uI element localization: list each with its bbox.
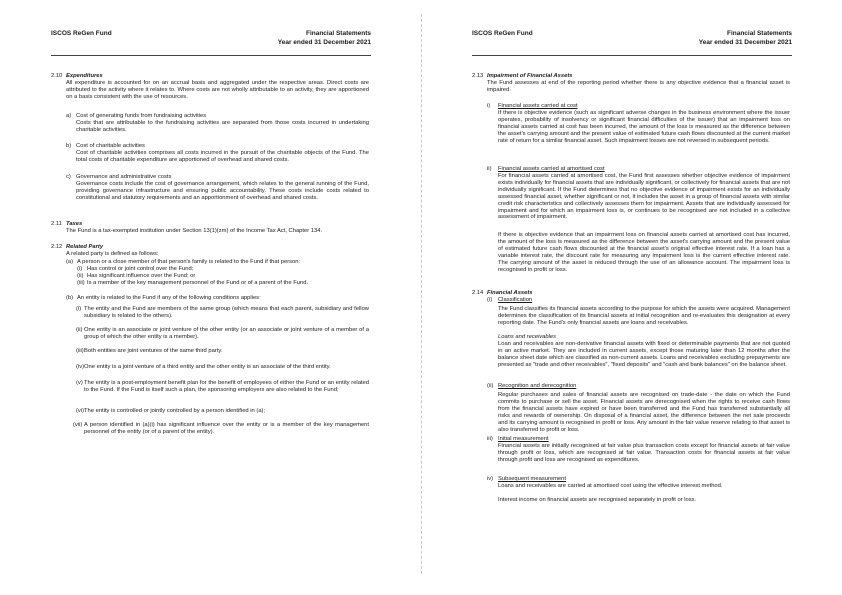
section-number: 2.12 (51, 244, 63, 250)
item-label: (i) (487, 297, 493, 303)
statement-header (221, 30, 371, 47)
paragraph: Regular purchases and sales of financial assets are recognised on trade-date - the date on which the Fund commits to purchase or sell the asset. Financial assets are derecognised when the rights to receive cash flows from the financial assets have expired or have been transferred and the Fund has transferred substantially all risks and rewards of ownership. On disposal of a financial asset, the difference between the net sale proceeds and its carrying amount is recognised in profit or loss. Any amount in the fair value reserve relating to that asset is also transferred to profit or loss. (498, 392, 790, 433)
section-number: 2.11 (51, 221, 62, 227)
paragraph: All expenditure is accounted for on an accrual basis and aggregated under the respective areas. Direct costs are attributed to the activity where it relates to. Where costs are not wholly attributable to an activity, they are apportioned on a basis consistent with the use of resources. (66, 80, 369, 100)
item-label: (ii) (77, 273, 84, 279)
list-item: A person identified in (a)(i) has significant influence over the entity or is a member of the key management personnel of the entity (or of a parent of the entity). (84, 422, 369, 435)
list-item: Has significant influence over the Fund; or (87, 273, 196, 279)
sub-heading: Loans and receivables (498, 334, 557, 340)
item-label: (v) (76, 380, 83, 386)
item-label: (iii) (76, 348, 84, 354)
item-label: iii) (487, 436, 493, 442)
paragraph: Financial assets are initially recognised at fair value plus transaction costs except for financial assets at fair value through profit or loss, which are recognised at fair value. Transaction costs for financial assets at fair value through profit and loss are recognised as expenditures. (498, 443, 790, 463)
item-label: (b) (66, 295, 74, 301)
item-label: (iii) (77, 280, 85, 286)
header-rule (51, 55, 371, 56)
list-item: Both entities are joint ventures of the same third party. (84, 348, 223, 354)
paragraph: If there is objective evidence that an impairment loss on financial assets carried at amortised cost has incurred, the amount of the loss is measured as the difference between the asset's carrying amount and the present value of estimated future cash flows discounted at the financial asset's original effective interest rate. If a loan has a variable interest rate, the discount rate for measuring any impairment loss is the current effective interest rate. The carrying amount of the asset is reduced through the use of an allowance account. The impairment loss is recognised in profit or loss. (498, 232, 790, 273)
header-rule (472, 55, 792, 56)
section-title: Expenditures (66, 73, 103, 79)
section-title: Taxes (66, 221, 83, 227)
paragraph: Governance costs include the cost of governance arrangement, which relates to the general running of the Fund, providing governance infrastructure and ensuring public accountability. These costs include costs related to constitutional and statutory requirements and an apportionment of overhead and shared costs. (76, 181, 369, 201)
section-title: Financial Assets (487, 290, 533, 296)
item-title: Governance and administrative costs (76, 174, 172, 180)
paragraph: Loans and receivables are carried at amortised cost using the effective interest method. (498, 483, 723, 489)
doc-title: Financial Statements (305, 30, 371, 37)
period: Year ended 31 December 2021 (277, 38, 371, 46)
item-label: c) (66, 174, 71, 180)
list-item: The entity is a post-employment benefit plan for the benefit of employees of either the Fund or an entity related to the Fund. If the Fund is itself such a plan, the sponsoring employers are also related to the Fund; (84, 380, 369, 393)
fund-name: ISCOS ReGen Fund (472, 30, 533, 37)
item-label: (a) (66, 259, 74, 265)
paragraph: The Fund classifies its financial assets according to the purpose for which the assets were acquired. Management determines the classification of its financial assets at initial recognition and re-evaluates this designation at every reporting date. The Fund's only financial assets are loans and receivables. (498, 306, 790, 326)
list-item: The entity is controlled or jointly controlled by a person identified in (a); (84, 408, 266, 414)
item-label: (i) (77, 266, 83, 272)
item-title: Cost of generating funds from fundraising activities (76, 113, 207, 119)
paragraph: The Fund is a tax-exempted institution under Section 13(1)(zm) of the Income Tax Act, Chapter 134. (66, 228, 323, 234)
paragraph: For financial assets carried at amortised cost, the Fund first assesses whether objective evidence of impairment exists individually for financial assets that are individually significant, or collectively for financial assets that are not individually significant. If the Fund determines that no objective evidence of impairment exists for an individually assessed financial asset, whether significant or not, it includes the asset in a group of financial assets with similar credit risk characteristics and collectively assesses them for impairment. Assets that are individually assessed for impairment and for which an impairment loss is, or continues to be recognised are not included in a collective assessment of impairment. (498, 173, 790, 221)
section-title: Impairment of Financial Assets (487, 73, 573, 79)
item-title: Financial assets carried at cost (498, 103, 578, 109)
item-label: (i) (76, 306, 82, 312)
statement-header (642, 30, 792, 47)
paragraph: The Fund assesses at end of the reporting period whether there is any objective evidence that a financial asset is impaired. (487, 80, 790, 93)
section-number: 2.14 (472, 290, 484, 296)
paragraph: Costs that are attributable to the fundraising activities are separated from those costs incurred in undertaking charitable activities. (76, 120, 369, 133)
item-title: Cost of charitable activities (76, 143, 145, 149)
list-item: Is a member of the key management personnel of the Fund or of a parent of the Fund. (87, 280, 309, 286)
list-item: The entity and the Fund are members of the same group (which means that each parent, subsidiary and fellow subsidiary is related to the others). (84, 306, 369, 319)
item-title: Initial measurement (498, 436, 549, 442)
period: Year ended 31 December 2021 (698, 38, 792, 46)
section-number: 2.10 (51, 73, 63, 79)
section-title: Related Party (66, 244, 104, 250)
list-item: Has control or joint control over the Fund; (87, 266, 194, 272)
item-label: (vi) (76, 408, 85, 414)
paragraph: A person or a close member of that person's family is related to the Fund if that person: (77, 259, 301, 265)
doc-title: Financial Statements (726, 30, 792, 37)
item-title: Subsequent measurement (498, 476, 566, 482)
section-number: 2.13 (472, 73, 484, 79)
item-title: Classification (498, 297, 533, 303)
item-title: Recognition and derecognition (498, 383, 577, 389)
item-label: b) (66, 143, 72, 149)
item-title: Financial assets carried at amortised cost (498, 166, 605, 172)
fund-name: ISCOS ReGen Fund (51, 30, 112, 37)
list-item: One entity is a joint venture of a third entity and the other entity is an associate of the third entity. (84, 364, 331, 370)
item-label: (iv) (76, 364, 85, 370)
paragraph: Interest income on financial assets are recognised separately in profit or loss. (498, 497, 697, 503)
paragraph: Loan and receivables are non-derivative financial assets with fixed or determinable payments that are not quoted in an active market. They are included in current assets, except those maturing later than 12 months after the balance sheet date which are classified as non-current assets. Loans and receivables excluding prepayments are presented as "trade and other receivables", "fixed deposits" and "cash and bank balances" on the balance sheet. (498, 341, 790, 368)
paragraph: If there is objective evidence (such as significant adverse changes in the business environment where the issuer operates, probability of insolvency or significant financial difficulties of the issuer) that an impairment loss on financial assets carried at cost has been incurred, the amount of the loss is measured as the difference between the asset's carrying amount and the present value of estimated future cash flows discounted at the current market rate of return for a similar financial asset. Such impairment losses are not reversed in subsequent periods. (498, 110, 790, 144)
item-label: (ii) (76, 327, 83, 333)
paragraph: An entity is related to the Fund if any of the following conditions applies: (77, 295, 261, 301)
item-label: iv) (487, 476, 494, 482)
list-item: One entity is an associate or joint venture of the other entity (or an associate or joint venture of a member of a group of which the other entity is a member). (84, 327, 369, 340)
paragraph: Cost of charitable activities comprises all costs incurred in the pursuit of the charitable objects of the Fund. The total costs of charitable expenditure are apportioned of overhead and shared costs. (76, 150, 369, 163)
item-label: (vii) (73, 422, 83, 428)
paragraph: A related party is defined as follows: (66, 251, 159, 257)
item-label: (ii) (487, 383, 494, 389)
item-label: i) (487, 103, 491, 109)
item-label: a) (66, 113, 72, 119)
item-label: ii) (487, 166, 492, 172)
right-page (421, 0, 842, 595)
